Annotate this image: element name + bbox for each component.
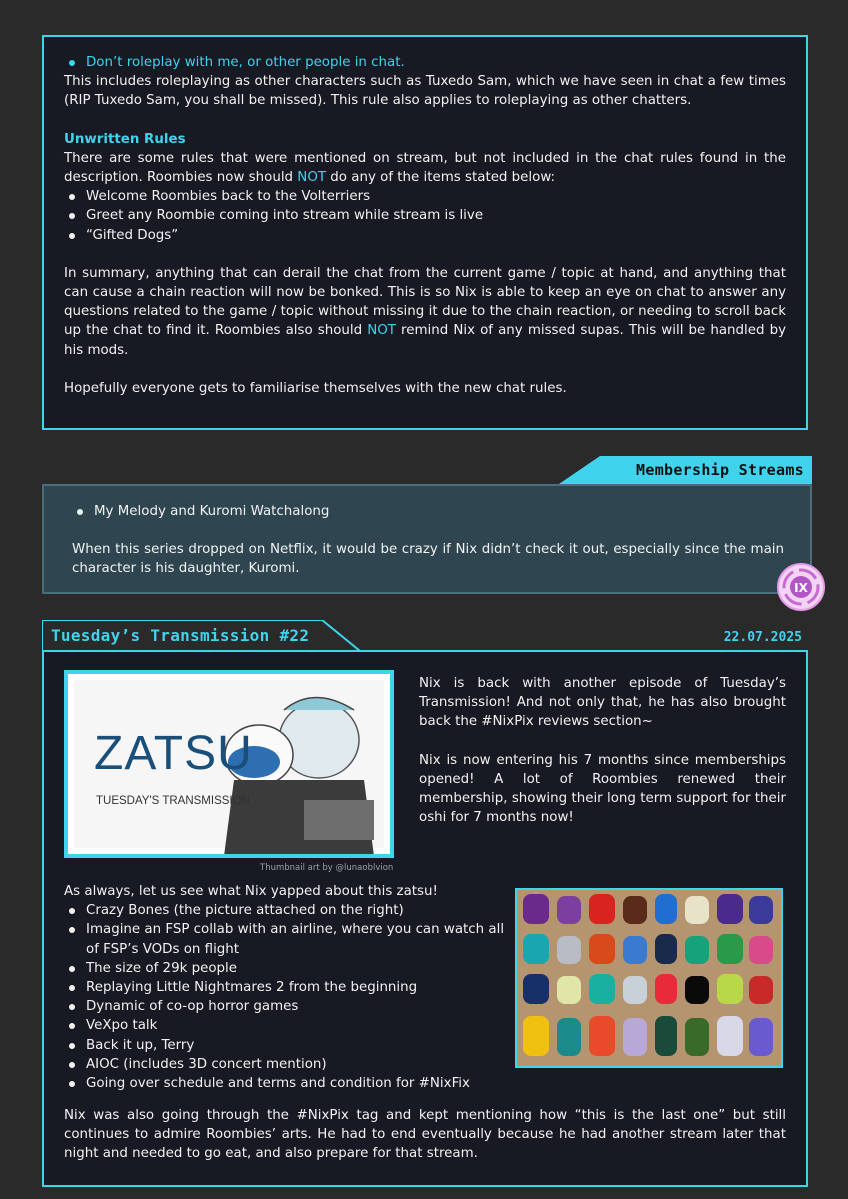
closing-text: Hopefully everyone gets to familiarise themselves with the new chat rules. bbox=[64, 380, 567, 396]
tuesday-date: 22.07.2025 bbox=[723, 630, 802, 645]
crazy-bones-photo bbox=[515, 888, 783, 1068]
membership-tab bbox=[556, 456, 812, 486]
topic-item: Dynamic of co-op horror games bbox=[64, 997, 508, 1016]
tuesday-title: Tuesday’s Transmission #22 bbox=[51, 626, 310, 645]
unwritten-rules-heading: Unwritten Rules bbox=[64, 131, 186, 147]
tuesday-header-tab bbox=[42, 620, 362, 652]
unwritten-item: “Gifted Dogs” bbox=[64, 226, 786, 245]
topic-item: Going over schedule and terms and condition for #NixFix bbox=[64, 1074, 508, 1093]
chat-rules-panel bbox=[42, 35, 808, 430]
topic-item: Replaying Little Nightmares 2 from the beginning bbox=[64, 978, 508, 997]
topic-item: Crazy Bones (the picture attached on the right) bbox=[64, 901, 508, 920]
zatsu-topics bbox=[64, 882, 508, 1093]
unwritten-item: Welcome Roombies back to the Volterriers bbox=[64, 187, 786, 206]
thumbnail-credit: Thumbnail art by @lunaoblvion bbox=[260, 863, 394, 873]
topic-item: The size of 29k people bbox=[64, 959, 508, 978]
tuesday-closing: Nix was also going through the #NixPix tag and kept mentioning how “this is the last one” but still continues to admire Roombies’ arts. He had to end eventually because he had another stream later that night and needed to go eat, and also prepare for that stream. bbox=[64, 1108, 786, 1162]
tuesday-para-2: Nix is now entering his 7 months since memberships opened! A lot of Roombies renewed their membership, showing their long term support for their oshi for 7 months now! bbox=[419, 752, 786, 826]
tuesday-para-1: Nix is back with another episode of Tuesday’s Transmission! And not only that, he has also brought back the #NixPix reviews section~ bbox=[419, 676, 786, 730]
nix-logo-icon bbox=[776, 562, 826, 612]
topic-item: Imagine an FSP collab with an airline, where you can watch all of FSP’s VODs on flight bbox=[64, 920, 508, 958]
membership-text: When this series dropped on Netflix, it would be crazy if Nix didn’t check it out, especially since the main character is his daughter, Kuromi. bbox=[72, 542, 784, 577]
rule-roleplay: Don’t roleplay with me, or other people in chat. bbox=[64, 53, 786, 72]
roleplay-text: This includes roleplaying as other characters such as Tuxedo Sam, which we have seen in chat a few times (RIP Tuxedo Sam, you shall be missed). This rule also applies to roleplaying as other chatters. bbox=[64, 74, 786, 109]
zatsu-thumbnail bbox=[64, 670, 394, 858]
thumbnail-subtitle: TUESDAY'S TRANSMISSION bbox=[96, 795, 250, 807]
membership-panel bbox=[42, 484, 812, 594]
svg-text:IX: IX bbox=[794, 581, 808, 595]
unwritten-item: Greet any Roombie coming into stream while stream is live bbox=[64, 206, 786, 225]
unwritten-intro: There are some rules that were mentioned on stream, but not included in the chat rules found in the description. Roombies now should NOT do any of the items stated below: bbox=[64, 150, 786, 186]
tuesday-intro bbox=[419, 674, 786, 827]
topic-item: Back it up, Terry bbox=[64, 1036, 508, 1055]
topics-intro: As always, let us see what Nix yapped about this zatsu! bbox=[64, 884, 438, 899]
thumbnail-title: ZATSU bbox=[94, 727, 253, 780]
membership-title: Membership Streams bbox=[636, 461, 804, 479]
topic-item: AIOC (includes 3D concert mention) bbox=[64, 1055, 508, 1074]
topic-item: VeXpo talk bbox=[64, 1016, 508, 1035]
summary-text: In summary, anything that can derail the chat from the current game / topic at hand, and anything that can cause a chain reaction will now be bonked. This is so Nix is able to keep an eye on chat to answer any questions related to the game / topic without missing it due to the chain reaction, or needing to scroll back up the chat to find it. Roombies also should NOT remind Nix of any missed supas. This will be handled by his mods. bbox=[64, 265, 786, 358]
membership-item: My Melody and Kuromi Watchalong bbox=[72, 502, 784, 521]
